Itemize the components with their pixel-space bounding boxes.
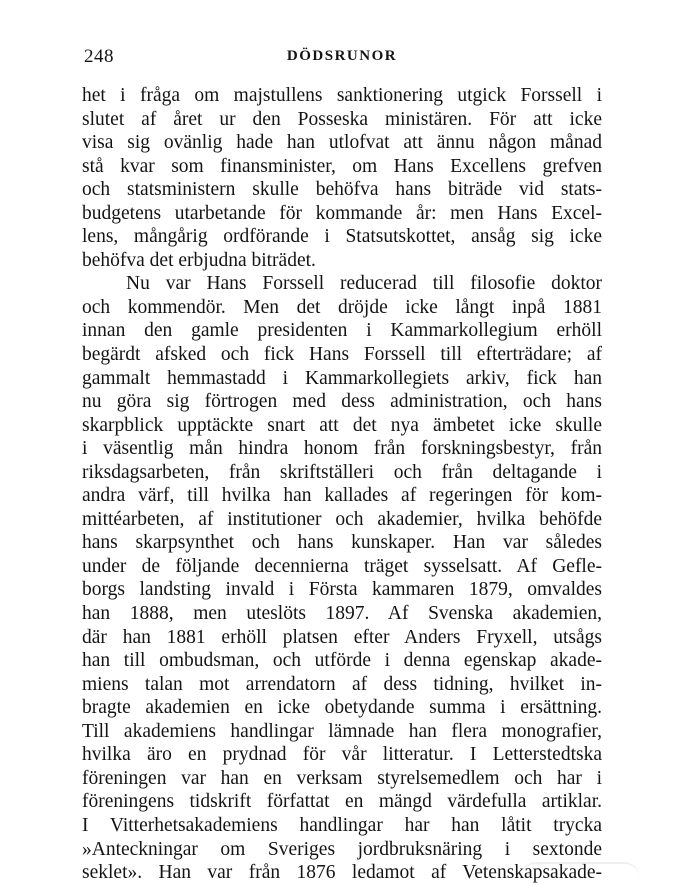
running-head: DÖDSRUNOR (286, 48, 398, 64)
text-line: han till ombudsman, och utförde i denna egenskap akade- (82, 650, 602, 672)
text-line: andra värf, till hvilka han kallades af regeringen för kom- (82, 485, 602, 507)
text-line: hvilka äro en prydnad för vår litteratur. I Letterstedtska (82, 744, 602, 766)
text-line: I Vitterhetsakademiens handlingar har han låtit trycka (82, 814, 602, 836)
page-header (84, 46, 600, 72)
text-line: föreningen var han en verksam styrelsemedlem och har i (82, 767, 602, 789)
text-line: där han 1881 erhöll platsen efter Anders Fryxell, utsågs (82, 626, 602, 648)
text-line: skarpblick upptäckte snart att det nya ämbetet icke skulle (82, 414, 602, 436)
text-line: föreningens tidskrift författat en mängd värdefulla artiklar. (82, 791, 602, 813)
text-line: Nu var Hans Forssell reducerad till filosofie doktor (126, 273, 602, 295)
text-line: innan den gamle presidenten i Kammarkollegium erhöll (82, 320, 602, 342)
text-line: slutet af året ur den Posseska ministären. För att icke (82, 108, 602, 130)
text-line: och statsministern skulle behöfva hans biträde vid stats- (82, 179, 602, 201)
text-line: »Anteckningar om Sveriges jordbruksnäring i sextonde (82, 838, 602, 860)
text-line: hans skarpsynthet och hans kunskaper. Han var således (82, 532, 602, 554)
text-line: seklet». Han var från 1876 ledamot af Vetenskapsakade- (82, 862, 602, 884)
text-line: borgs landsting invald i Första kammaren 1879, omvaldes (82, 579, 602, 601)
text-line: Till akademiens handlingar lämnade han flera monografier, (82, 720, 602, 742)
text-line: och kommendör. Men det dröjde icke långt inpå 1881 (82, 296, 602, 318)
scan-smudge (520, 862, 640, 878)
text-line: han 1888, men uteslöts 1897. Af Svenska akademien, (82, 603, 602, 625)
body-text (82, 84, 602, 885)
text-line: nu göra sig förtrogen med dess administration, och hans (82, 391, 602, 413)
text-line: visa sig ovänlig hade han utlofvat att ännu någon månad (82, 132, 602, 154)
text-line: miens talan mot arrendatorn af dess tidning, hvilket in- (82, 673, 602, 695)
text-line: gammalt hemmastadd i Kammarkollegiets arkiv, fick han (82, 367, 602, 389)
text-line: lens, mångårig ordförande i Statsutskottet, ansåg sig icke (82, 226, 602, 248)
text-line: het i fråga om majstullens sanktionering utgick Forssell i (82, 85, 602, 106)
text-line: begärdt afsked och fick Hans Forssell till efterträdare; af (82, 344, 602, 366)
text-line: behöfva det erbjudna biträdet. (82, 249, 316, 271)
text-line: stå kvar som finansminister, om Hans Excellens grefven (82, 155, 602, 177)
text-line: riksdagsarbeten, från skriftställeri och från deltagande i (82, 461, 602, 483)
page-number: 248 (84, 46, 114, 67)
text-line: i väsentlig mån hindra honom från forskningsbestyr, från (82, 438, 602, 460)
text-line: bragte akademien en icke obetydande summa i ersättning. (82, 697, 602, 719)
text-line: mittéarbeten, af institutioner och akademier, hvilka behöfde (82, 508, 602, 530)
text-line: under de följande decennierna träget sysselsatt. Af Gefle- (82, 555, 602, 577)
text-line: budgetens utarbetande för kommande år: men Hans Excel- (82, 202, 602, 224)
